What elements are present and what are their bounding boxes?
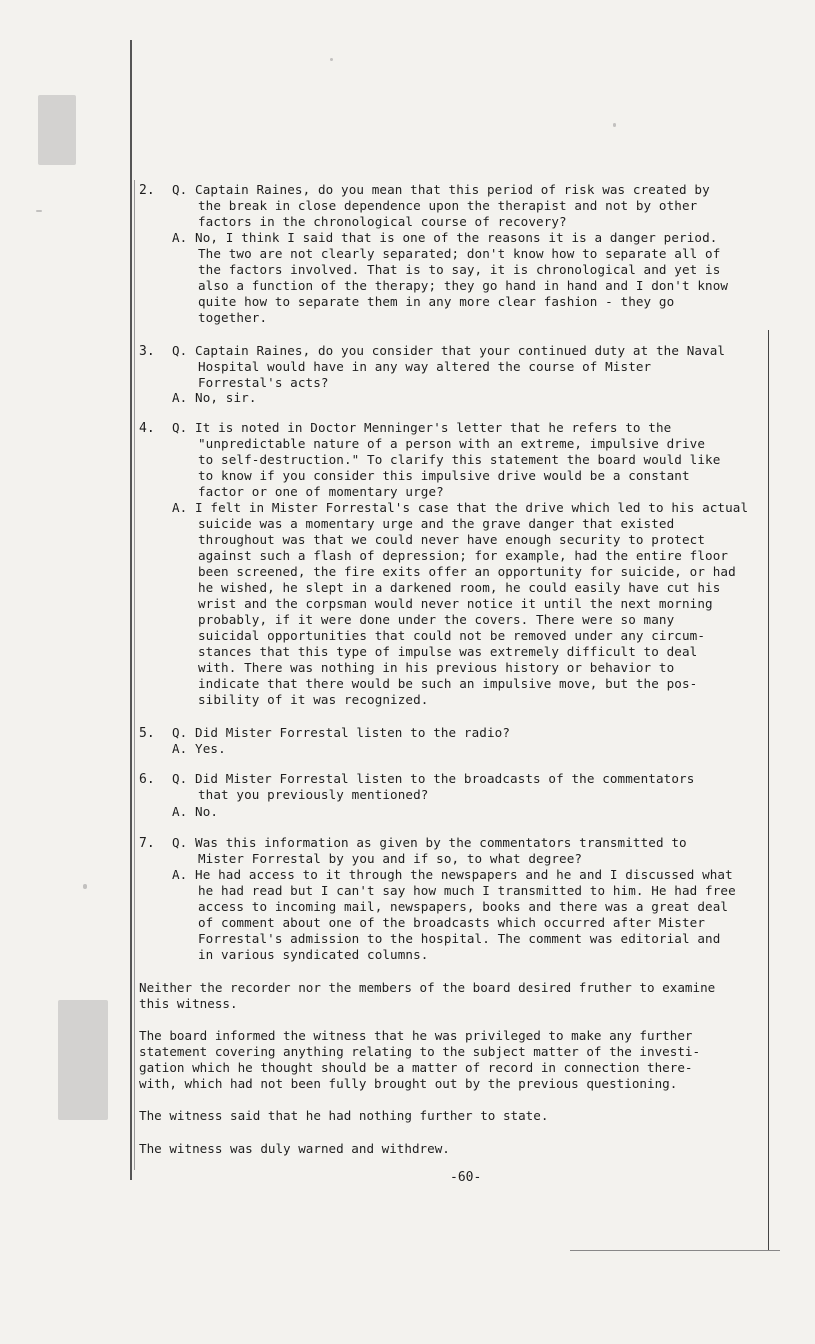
answer-block [172, 867, 736, 963]
scan-noise [330, 58, 333, 61]
paragraph-line: statement covering anything relating to the subject matter of the investi- [139, 1044, 701, 1059]
answer-line: A. I felt in Mister Forrestal's case that the drive which led to his actual [172, 500, 749, 515]
question-line: Q. Did Mister Forrestal listen to the radio? [172, 725, 511, 740]
question-line: "unpredictable nature of a person with an extreme, impulsive drive [198, 436, 706, 451]
question-block [172, 771, 694, 803]
answer-block [172, 804, 218, 820]
answer-line: A. He had access to it through the newspapers and he and I discussed what [172, 867, 733, 882]
question-line: that you previously mentioned? [198, 787, 429, 802]
question-block [172, 835, 687, 867]
answer-line: access to incoming mail, newspapers, books and there was a great deal [198, 899, 729, 914]
question-block [172, 182, 710, 230]
answer-block [172, 230, 728, 326]
answer-block [172, 741, 226, 757]
answer-line: suicidal opportunities that could not be removed under any circum- [198, 628, 706, 643]
answer-line: The two are not clearly separated; don't know how to separate all of [198, 246, 721, 261]
closing-paragraph [139, 1141, 450, 1157]
answer-line: in various syndicated columns. [198, 947, 429, 962]
answer-line: against such a flash of depression; for example, had the entire floor [198, 548, 729, 563]
question-line: Q. Captain Raines, do you consider that your continued duty at the Naval [172, 343, 726, 358]
scan-noise [613, 123, 616, 127]
question-line: Mister Forrestal by you and if so, to what degree? [198, 851, 583, 866]
paragraph-line: this witness. [139, 996, 238, 1011]
answer-line: of comment about one of the broadcasts which occurred after Mister [198, 915, 706, 930]
item-number: 3. [139, 344, 155, 359]
question-line: Q. It is noted in Doctor Menninger's letter that he refers to the [172, 420, 672, 435]
item-number: 2. [139, 183, 155, 198]
item-number: 6. [139, 772, 155, 787]
right-edge-rule [768, 330, 769, 1250]
answer-line: sibility of it was recognized. [198, 692, 429, 707]
question-block [172, 420, 720, 500]
answer-line: indicate that there would be such an impulsive move, but the pos- [198, 676, 698, 691]
answer-line: quite how to separate them in any more clear fashion - they go [198, 294, 675, 309]
paragraph-line: The witness said that he had nothing further to state. [139, 1108, 549, 1123]
answer-line: wrist and the corpsman would never notice it until the next morning [198, 596, 713, 611]
answer-line: the factors involved. That is to say, it is chronological and yet is [198, 262, 721, 277]
paragraph-line: gation which he thought should be a matter of record in connection there- [139, 1060, 693, 1075]
scan-noise [38, 95, 76, 165]
scan-noise [83, 884, 87, 889]
question-line: to self-destruction." To clarify this statement the board would like [198, 452, 721, 467]
answer-line: with. There was nothing in his previous history or behavior to [198, 660, 675, 675]
answer-line: A. No. [172, 804, 219, 819]
answer-block [172, 390, 257, 406]
answer-line: A. No, sir. [172, 390, 257, 405]
answer-line: suicide was a momentary urge and the grave danger that existed [198, 516, 675, 531]
question-line: Q. Did Mister Forrestal listen to the broadcasts of the commentators [172, 771, 695, 786]
page-number: -60- [450, 1170, 482, 1185]
paragraph-line: The witness was duly warned and withdrew. [139, 1141, 450, 1156]
margin-rule-inner [134, 180, 135, 1170]
question-block [172, 343, 725, 391]
answer-line: probably, if it were done under the covers. There were so many [198, 612, 675, 627]
answer-block [172, 500, 748, 708]
question-line: Hospital would have in any way altered the course of Mister [198, 359, 652, 374]
scan-noise [58, 1000, 108, 1120]
question-line: Q. Was this information as given by the commentators transmitted to [172, 835, 687, 850]
answer-line: stances that this type of impulse was extremely difficult to deal [198, 644, 698, 659]
answer-line: throughout was that we could never have enough security to protect [198, 532, 706, 547]
question-line: Q. Captain Raines, do you mean that this period of risk was created by [172, 182, 710, 197]
item-number: 4. [139, 421, 155, 436]
item-number: 5. [139, 726, 155, 741]
item-number: 7. [139, 836, 155, 851]
answer-line: he had read but I can't say how much I transmitted to him. He had free [198, 883, 736, 898]
question-line: factors in the chronological course of recovery? [198, 214, 567, 229]
answer-line: A. Yes. [172, 741, 226, 756]
margin-rule [130, 40, 132, 1180]
question-line: to know if you consider this impulsive drive would be a constant [198, 468, 690, 483]
question-line: Forrestal's acts? [198, 375, 329, 390]
closing-paragraph [139, 1028, 700, 1092]
answer-line: also a function of the therapy; they go hand in hand and I don't know [198, 278, 729, 293]
scan-noise [36, 210, 42, 212]
question-line: the break in close dependence upon the therapist and not by other [198, 198, 698, 213]
answer-line: been screened, the fire exits offer an opportunity for suicide, or had [198, 564, 736, 579]
answer-line: he wished, he slept in a darkened room, he could easily have cut his [198, 580, 721, 595]
answer-line: A. No, I think I said that is one of the reasons it is a danger period. [172, 230, 718, 245]
paragraph-line: with, which had not been fully brought out by the previous questioning. [139, 1076, 678, 1091]
paragraph-line: Neither the recorder nor the members of the board desired fruther to examine [139, 980, 716, 995]
bottom-rule [570, 1250, 780, 1251]
question-block [172, 725, 510, 741]
closing-paragraph [139, 1108, 548, 1124]
paragraph-line: The board informed the witness that he was privileged to make any further [139, 1028, 693, 1043]
closing-paragraph [139, 980, 715, 1012]
answer-line: together. [198, 310, 268, 325]
answer-line: Forrestal's admission to the hospital. The comment was editorial and [198, 931, 721, 946]
question-line: factor or one of momentary urge? [198, 484, 444, 499]
